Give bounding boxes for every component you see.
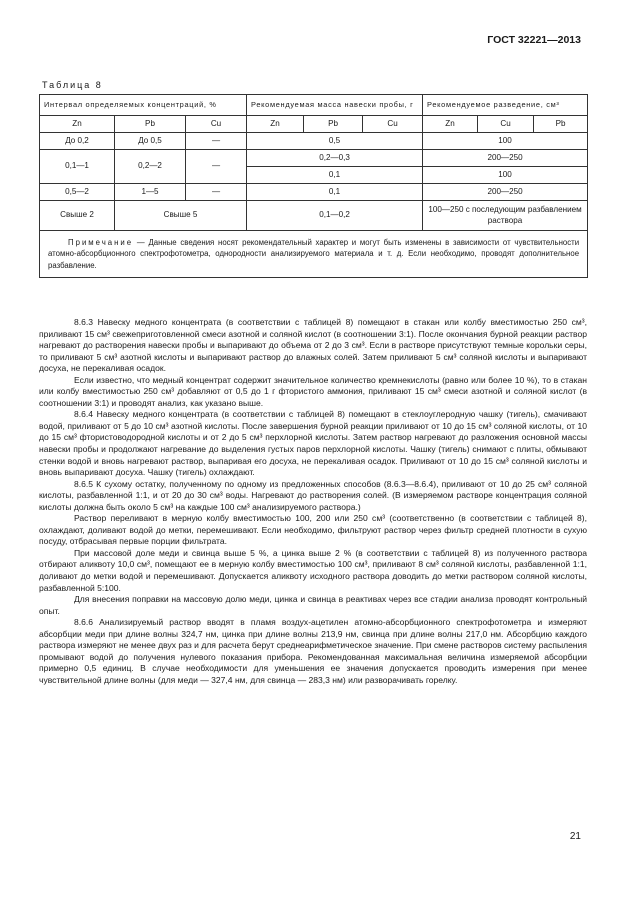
subheader-cell: Zn: [247, 116, 304, 133]
table-row: [40, 201, 588, 231]
table-cell: До 0,2: [40, 133, 115, 150]
table-cell: —: [186, 150, 247, 184]
document-header: ГОСТ 32221—2013: [487, 34, 581, 46]
body-text: [39, 317, 587, 687]
paragraph: Раствор переливают в мерную колбу вместимостью 100, 200 или 250 см³ (соответственно (в соответствии с таблицей 8), охлаждают, доливают водой до метки, перемешивают. Если необходимо, фильтруют раствор через фильтр средней плотности в сухую посуду, отбрасывая первые порции фильтрата.: [39, 513, 587, 547]
col-header-concentration: Интервал определяемых концентраций, %: [40, 95, 247, 116]
paragraph-8-6-6: 8.6.6 Анализируемый раствор вводят в пламя воздух-ацетилен атомно-абсорбционного спектрофотометра и измеряют абсорбции меди при длине волны 324,7 нм, цинка при длине волны 213,9 нм, свинца при длине волны 217,0 нм. Абсорбцию каждого раствора измеряют не менее двух раз и для расчета берут среднеарифметическое значение. При смене растворов систему распыления промывают водой до получения нулевого показания прибора. Рекомендованная максимальная величина измеряемой абсорбции примерно 0,5 единиц. В случае необходимости для уменьшения ее значения допускается проводить измерения при менее чувствительной длине волны (для меди — 327,4 нм, для свинца — 283,3 нм) или разворачивать горелку.: [39, 617, 587, 685]
subheader-cell: Zn: [423, 116, 478, 133]
col-header-sample-mass: Рекомендуемая масса навески пробы, г: [247, 95, 423, 116]
table-cell: Свыше 2: [40, 201, 115, 231]
table-cell: 1—5: [115, 184, 186, 201]
paragraph: Для внесения поправки на массовую долю меди, цинка и свинца в реактивах через все стадии анализа проводят контрольный опыт.: [39, 594, 587, 616]
subheader-cell: Zn: [40, 116, 115, 133]
table-cell: 0,2—2: [115, 150, 186, 184]
table-note-row: [40, 231, 588, 278]
table-cell: 100—250 с последующим разбавлением раствора: [423, 201, 588, 231]
table-cell: 100: [423, 167, 588, 184]
col-header-dilution: Рекомендуемое разведение, см³: [423, 95, 588, 116]
paragraph: При массовой доле меди и свинца выше 5 %, а цинка выше 2 % (в соответствии с таблицей 8) из полученного раствора отбирают аликвоту 10,0 см³, помещают ее в мерную колбу вместимостью 100 см³, приливают 8 см³ соляной кислоты, разбавленной 1:1, доливают до метки водой и перемешивают. Допускается аликвоту исходного раствора доводить до метки раствором соляной кислоты, разбавленной 5:100.: [39, 547, 587, 593]
subheader-cell: Cu: [478, 116, 534, 133]
note-text: — Данные сведения носят рекомендательный характер и могут быть изменены в зависимости от чувствительности атомно-абсорбционного спектрофотометра, однородности анализируемого материала и т. д. Если необходимо, проводят дополнительное разбавление.: [48, 238, 580, 270]
paragraph-8-6-3: 8.6.3 Навеску медного концентрата (в соответствии с таблицей 8) помещают в стакан или колбу вместимостью 250 см³, приливают 15 см³ свежеприготовленной смеси азотной и соляной кислот (в соотношении 3:1). После окончания бурной реакции раствор нагревают до растворения навески пробы и выпаривают до объема от 2 до 3 см³. Если в растворе присутствуют темные корольки серы, то приливают 5 см³ азотной кислоты и выпаривают раствор до влажных солей. Затем приливают 5 см³ соляной кислоты и выпаривают досуха, не перекаливая осадок.: [39, 317, 587, 374]
subheader-cell: Pb: [115, 116, 186, 133]
table-cell: 0,5—2: [40, 184, 115, 201]
table-cell: 0,2—0,3: [247, 150, 423, 167]
table-cell: 0,1: [247, 167, 423, 184]
table-cell: 0,1—1: [40, 150, 115, 184]
paragraph-8-6-5: 8.6.5 К сухому остатку, полученному по одному из предложенных способов (8.6.3—8.6.4), приливают от 10 до 25 см³ соляной кислоты, разбавленной 1:1, и от 20 до 30 см³ воды. Нагревают до растворения солей. (В измеряемом растворе концентрация соляной кислоты должна быть около 5 см³ на каждые 100 см³ анализируемого раствора.): [39, 478, 587, 512]
table-row: [40, 133, 588, 150]
paragraph-8-6-4: 8.6.4 Навеску медного концентрата (в соответствии с таблицей 8) помещают в стеклоуглеродную чашку (тигель), смачивают водой, приливают от 5 до 10 см³ азотной кислоты. После завершения бурной реакции приливают от 10 до 15 см³ соляной кислоты, от 10 до 15 см³ фтористоводородной кислоты и от 2 до 5 см³ перхлорной кислоты. Затем раствор нагревают до разложения основной массы навески пробы и продолжают нагревание до выделения густых паров перхлорной кислоты. Чашку (тигель) снимают с плиты, обмывают стенки водой и вновь нагревают раствор, выпаривая его досуха, не перекаливая осадок. Приливают от 10 до 15 см³ соляной кислоты и вновь выпаривают досуха. Чашку (тигель) охлаждают.: [39, 409, 587, 478]
table-cell: —: [186, 184, 247, 201]
subheader-cell: Cu: [186, 116, 247, 133]
table-note: [40, 231, 588, 278]
table-caption: Таблица 8: [42, 80, 103, 90]
page-number: 21: [569, 831, 581, 842]
subheader-cell: Pb: [304, 116, 363, 133]
subheader-cell: Cu: [363, 116, 423, 133]
table-cell: 0,1—0,2: [247, 201, 423, 231]
table-cell: 100: [423, 133, 588, 150]
paragraph: Если известно, что медный концентрат содержит значительное количество кремнекислоты (равно или более 10 %), то в стакан или колбу вместимостью 250 см³ добавляют от 0,5 до 1 г фтористого аммония, приливают 15 см³ смеси азотной и соляной кислот (в соотношении 3:1) и проводят анализ, как указано выше.: [39, 374, 587, 408]
table-cell: 200—250: [423, 150, 588, 167]
note-label: Примечание: [68, 238, 134, 247]
table-cell: 0,5: [247, 133, 423, 150]
table-row: [40, 184, 588, 201]
table-row: [40, 150, 588, 167]
table-cell: 0,1: [247, 184, 423, 201]
table-cell: До 0,5: [115, 133, 186, 150]
table-8: [39, 94, 588, 278]
table-cell: Свыше 5: [115, 201, 247, 231]
subheader-cell: Pb: [534, 116, 588, 133]
table-cell: —: [186, 133, 247, 150]
table-cell: 200—250: [423, 184, 588, 201]
